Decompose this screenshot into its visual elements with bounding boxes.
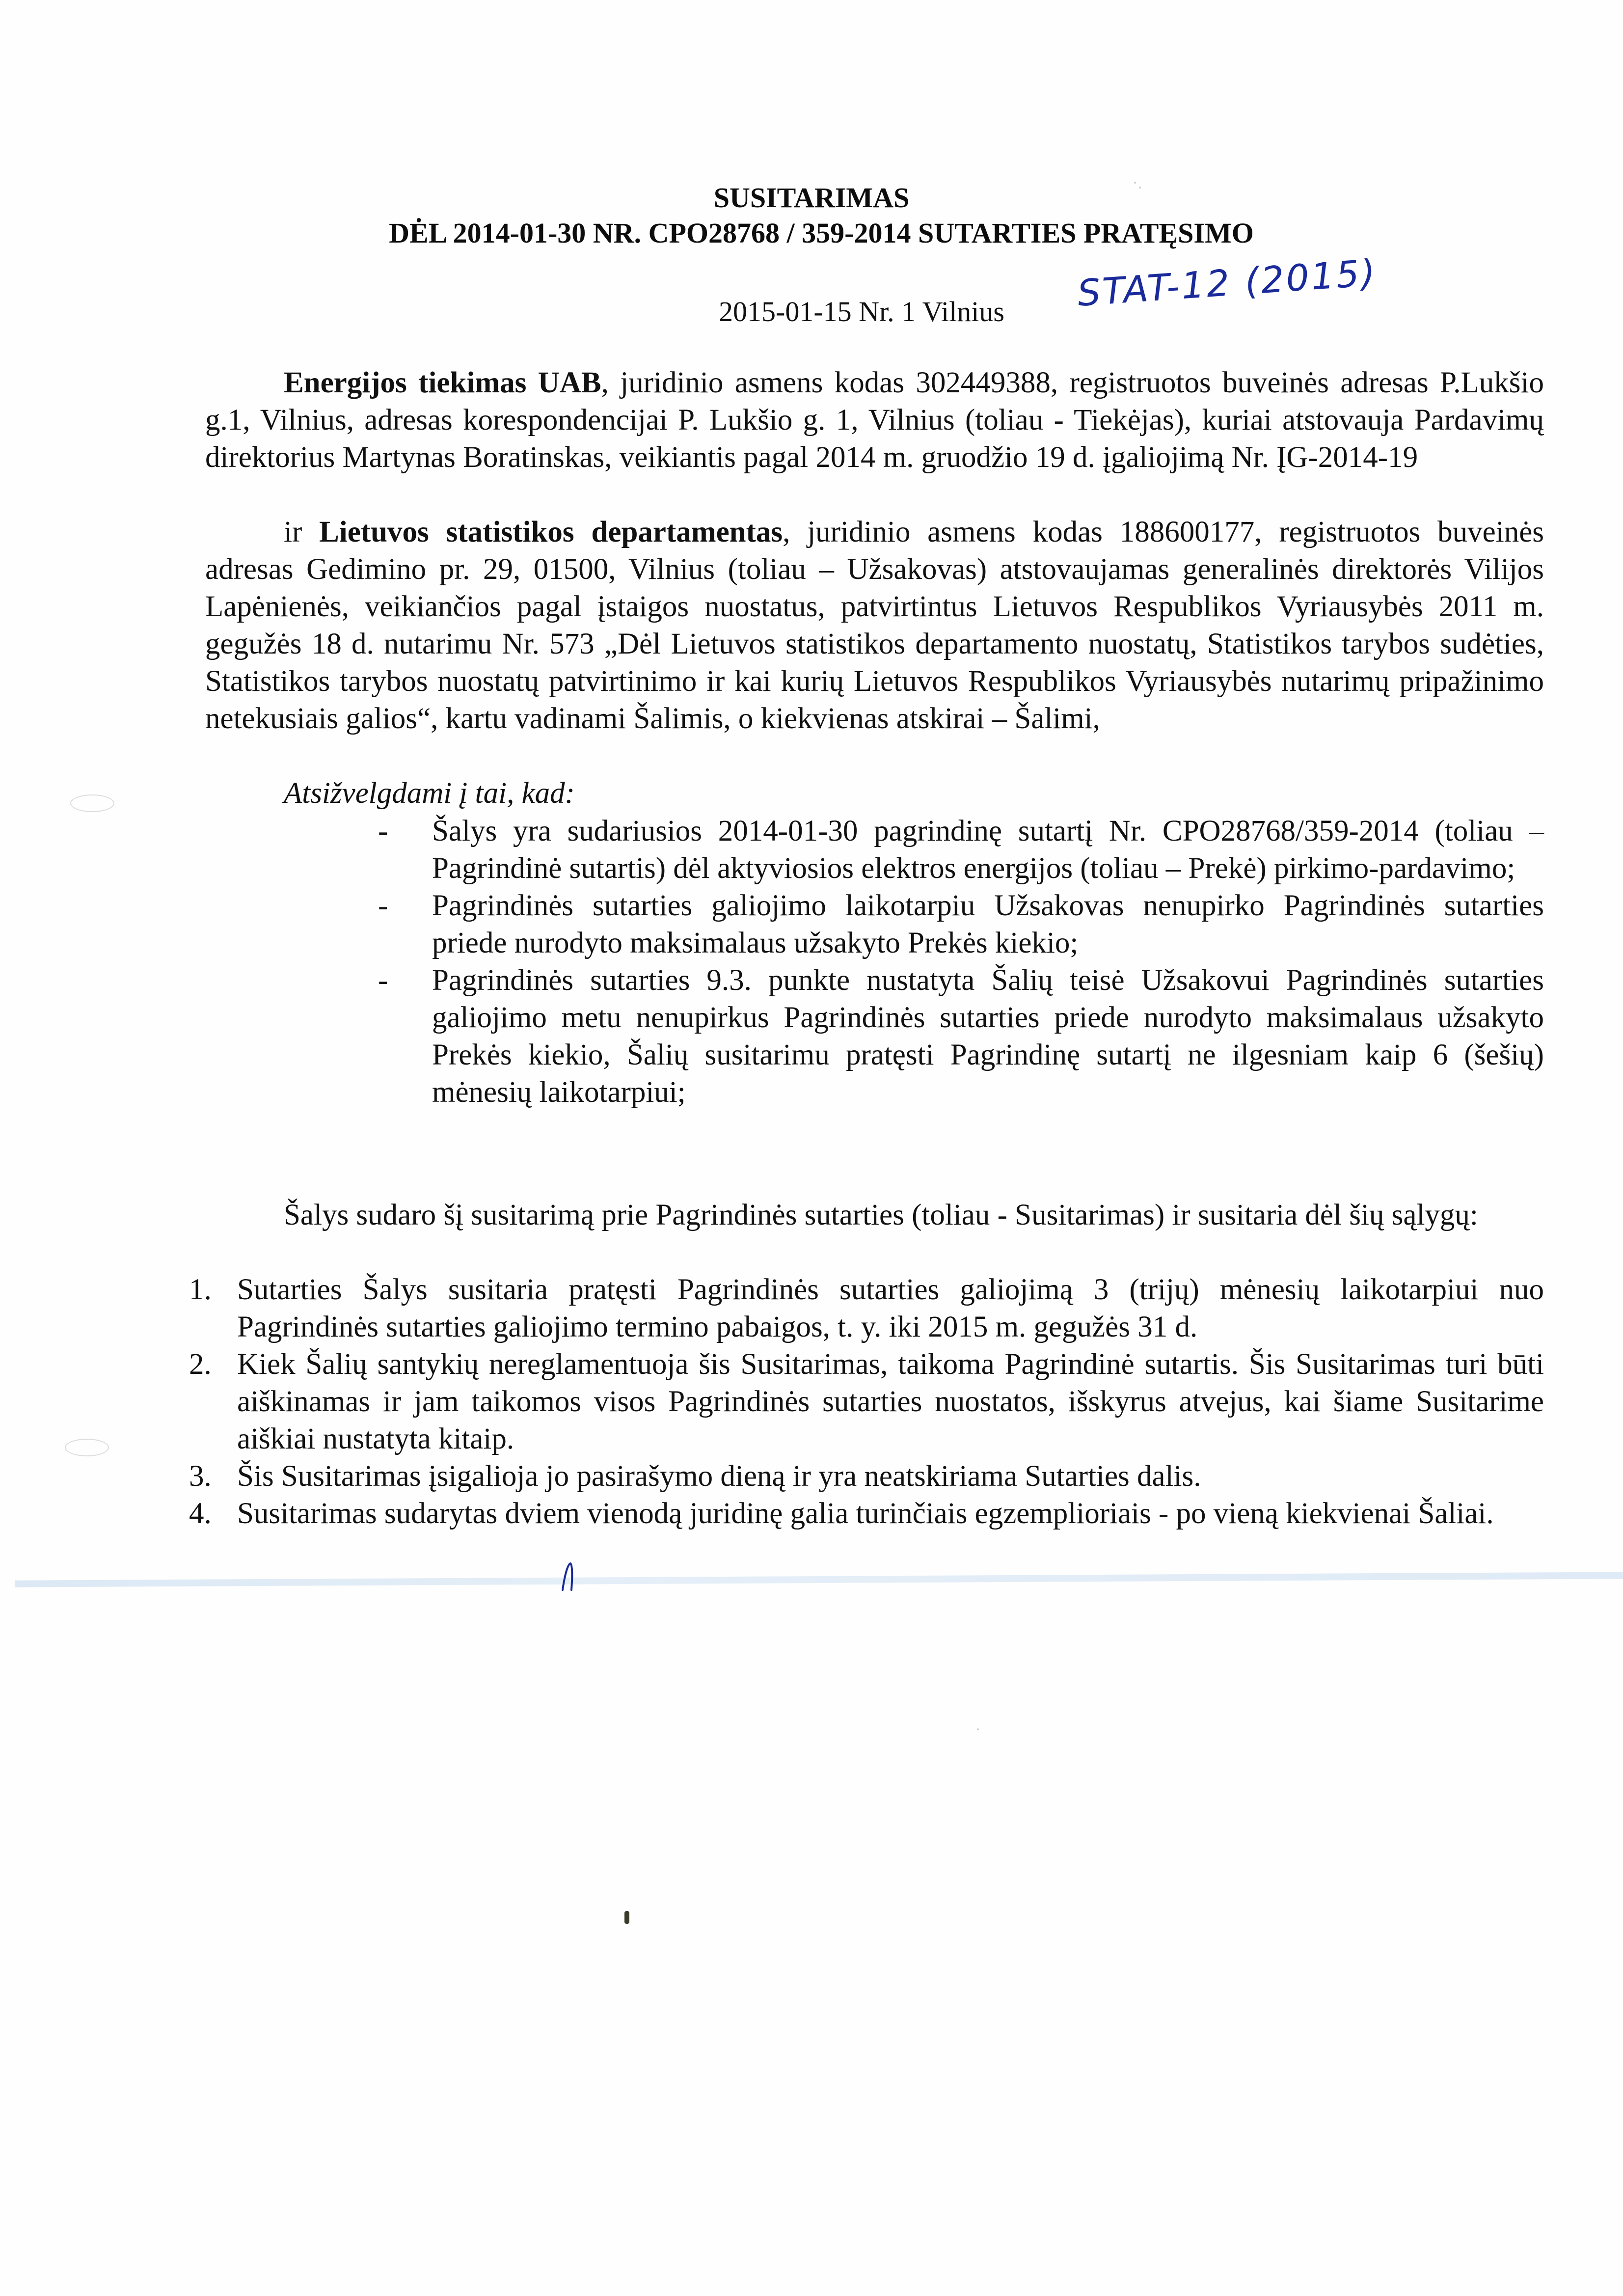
recital-text: Šalys yra sudariusios 2014-01-30 pagrindinę sutartį Nr. CPO28768/359-2014 (toliau – Pagrindinė sutartis) dėl aktyviosios elektros energijos (toliau – Prekė) pirkimo-pardavimo; <box>432 815 1544 885</box>
clause-number: 1. <box>189 1273 212 1306</box>
date-number-place: 2015-01-15 Nr. 1 Vilnius <box>719 296 1004 328</box>
clause-item <box>189 1346 1544 1458</box>
party-supplier-paragraph <box>205 364 1544 476</box>
scan-speck <box>624 1911 629 1924</box>
clause-item <box>189 1495 1544 1532</box>
customer-prefix: ir <box>284 516 320 548</box>
document-subtitle: DĖL 2014-01-30 NR. CPO28768 / 359-2014 SUTARTIES PRATĘSIMO <box>389 217 1254 249</box>
clause-text: Kiek Šalių santykių nereglamentuoja šis Susitarimas, taikoma Pagrindinė sutartis. Šis Susitarimas turi būti aiškinamas ir jam taikomos visos Pagrindinės sutarties nuostatos, išskyrus atvejus, kai šiame Susitarime aiškiai nustatyta kitaip. <box>237 1348 1544 1455</box>
supplier-details: , juridinio asmens kodas 302449388, registruotos buveinės adresas P.Lukšio g.1, Vilnius, adresas korespondencijai P. Lukšio g. 1, Vilnius (toliau - Tiekėjas), kuriai atstovauja Pardavimų direktorius Martynas Boratinskas, veikiantis pagal 2014 m. gruodžio 19 d. įgaliojimą Nr. ĮG-2014-19 <box>205 366 1544 474</box>
bullet-dash: - <box>378 889 388 922</box>
customer-details: , juridinio asmens kodas 188600177, registruotos buveinės adresas Gedimino pr. 29, 01500, Vilnius (toliau – Užsakovas) atstovaujamas generalinės direktorės Vilijos Lapėnienės, veikiančios pagal įstaigos nuostatus, patvirtintus Lietuvos Respublikos Vyriausybės 2011 m. gegužės 18 d. nutarimu Nr. 573 „Dėl Lietuvos statistikos departamento nuostatų, Statistikos tarybos sudėties, Statistikos tarybos nuostatų patvirtinimo ir kai kurių Lietuvos Respublikos Vyriausybės nutarimų pripažinimo netekusiais galios“, kartu vadinami Šalimis, o kiekvienas atskirai – Šalimi, <box>205 516 1544 735</box>
recital-item <box>378 962 1544 1111</box>
scan-smudge <box>977 1728 979 1730</box>
clause-number: 3. <box>189 1460 212 1493</box>
punch-hole-icon <box>70 794 114 812</box>
clause-text: Susitarimas sudarytas dviem vienodą juridinę galia turinčiais egzemplioriais - po vieną kiekvienai Šaliai. <box>237 1497 1494 1530</box>
punch-hole-icon <box>65 1439 109 1456</box>
clause-item <box>189 1271 1544 1346</box>
handwritten-registration-note: STAT-12 (2015) <box>1076 251 1379 315</box>
clause-number: 2. <box>189 1348 212 1381</box>
recital-item <box>378 813 1544 887</box>
scan-smudge <box>1134 182 1136 184</box>
recital-text: Pagrindinės sutarties 9.3. punkte nustatyta Šalių teisė Užsakovui Pagrindinės sutarties galiojimo metu nenupirkus Pagrindinės sutarties priede nurodyto maksimalaus užsakyto Prekės kiekio, Šalių susitarimu pratęsti Pagrindinę sutartį ne ilgesniam kaip 6 (šešių) mėnesių laikotarpiui; <box>432 964 1544 1109</box>
supplier-name: Energijos tiekimas UAB <box>284 366 601 399</box>
clauses-list <box>189 1271 1544 1532</box>
scan-fold-line <box>15 1572 1623 1587</box>
document-title: SUSITARIMAS <box>713 182 910 214</box>
clause-number: 4. <box>189 1497 212 1530</box>
clause-item <box>189 1458 1544 1495</box>
bullet-dash: - <box>378 815 388 847</box>
signature-stroke-icon <box>560 1561 579 1591</box>
clause-text: Šis Susitarimas įsigalioja jo pasirašymo dieną ir yra neatskiriama Sutarties dalis. <box>237 1460 1201 1493</box>
scan-smudge <box>1139 187 1141 189</box>
party-customer-paragraph <box>205 514 1544 738</box>
recital-text: Pagrindinės sutarties galiojimo laikotarpiu Užsakovas nenupirko Pagrindinės sutarties priede nurodyto maksimalaus užsakyto Prekės kiekio; <box>432 889 1544 959</box>
customer-name: Lietuvos statistikos departamentas <box>319 516 783 548</box>
clause-text: Sutarties Šalys susitaria pratęsti Pagrindinės sutarties galiojimą 3 (trijų) mėnesių laikotarpiui nuo Pagrindinės sutarties galiojimo termino pabaigos, t. y. iki 2015 m. gegužės 31 d. <box>237 1273 1544 1343</box>
bullet-dash: - <box>378 964 388 997</box>
recital-item <box>378 887 1544 962</box>
agreement-statement: Šalys sudaro šį susitarimą prie Pagrindinės sutarties (toliau - Susitarimas) ir susitaria dėl šių sąlygų: <box>284 1199 1478 1231</box>
recitals-list <box>378 813 1544 1111</box>
recitals-intro: Atsižvelgdami į tai, kad: <box>284 777 575 810</box>
